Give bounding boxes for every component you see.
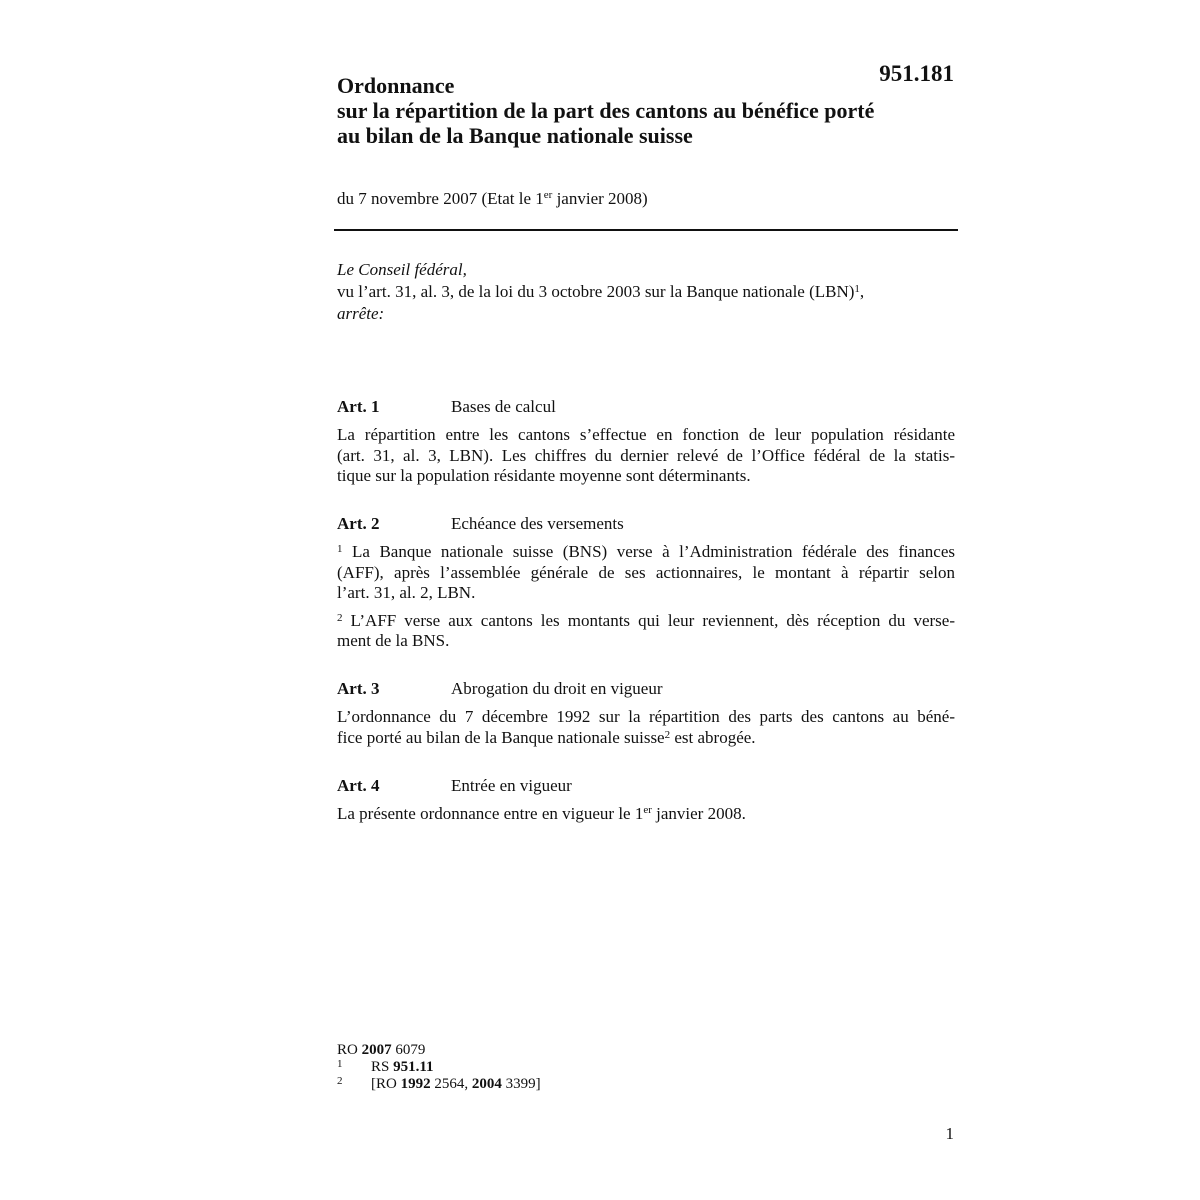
footnote-ref-link[interactable]: 1 [854,283,860,295]
article-number: Art. 2 [337,514,380,533]
title-line: sur la répartition de la part des cantons au bénéfice porté [337,98,875,123]
article-paragraph [337,542,955,604]
footnote-1: 1 RS 951.11 [337,1058,434,1075]
text-line-end: est abrogée. [670,727,756,747]
text-line [337,611,955,632]
text-line: (AFF), après l’assemblée générale de ses actionnaires, le montant à répartir selon [337,562,955,582]
footnote-text: RS [371,1059,394,1075]
sr-number: 951.181 [879,61,954,86]
article-heading [337,513,955,535]
article-number: Art. 3 [337,679,380,698]
article-heading [337,396,955,418]
paragraph-number: 1 [337,543,343,555]
footnote-bold: 951.11 [393,1059,434,1075]
article-paragraph [337,804,955,825]
article-3 [337,678,955,748]
footnote-bold: 1992 [400,1076,431,1092]
legal-basis-text: vu l’art. 31, al. 3, de la loi du 3 octobre 2003 sur la Banque nationale (LBN) [337,282,855,301]
text-line-pre: La présente ordonnance entre en vigueur le 1 [337,804,644,823]
article-title: Abrogation du droit en vigueur [451,679,663,698]
text-line: l’art. 31, al. 2, LBN. [337,583,476,602]
ro-reference [337,1042,957,1059]
footnote-ref-link[interactable]: 2 [664,728,671,741]
footnote-text: [RO [371,1076,401,1092]
article-number: Art. 1 [337,397,380,416]
article-paragraph [337,707,955,748]
article-heading [337,678,955,700]
article-4 [337,775,955,825]
text-line: ment de la BNS. [337,631,450,650]
legal-basis [337,281,957,303]
preamble [337,259,957,325]
footnote-text: 3399] [501,1076,541,1092]
footnote-text: 2564, [430,1076,472,1092]
date-superscript: er [543,189,553,201]
text-line-content: La Banque nationale suisse (BNS) verse à l’Administration fédérale des finances [342,542,955,561]
article-number: Art. 4 [337,776,380,795]
article-title: Bases de calcul [451,397,556,416]
article-title: Echéance des versements [451,514,624,533]
text-line: tique sur la population résidante moyenne sont déterminants. [337,466,751,485]
article-2 [337,513,955,652]
ro-prefix: RO [337,1042,362,1058]
ro-page: 6079 [391,1042,426,1058]
text-line-post: janvier 2008. [651,804,746,823]
article-heading [337,775,955,797]
article-paragraph [337,611,955,652]
text-line-content: fice porté au bilan de la Banque nationale suisse [337,727,665,747]
decree: arrête: [337,304,385,323]
footnotes [337,1042,957,1093]
text-line [337,804,955,825]
date-line [337,188,648,210]
ordinal-superscript: er [643,804,652,816]
title-line: Ordonnance [337,73,455,98]
article-1 [337,396,955,487]
text-line [337,542,955,563]
legal-basis-end: , [859,282,865,301]
text-line [337,728,955,749]
footnote-2: 2 [RO 1992 2564, 2004 3399] [337,1075,541,1092]
text-line: La répartition entre les cantons s’effectue en fonction de leur population résidante [337,425,955,444]
paragraph-number: 2 [337,611,343,624]
ro-year: 2007 [361,1042,392,1058]
text-line: L’ordonnance du 7 décembre 1992 sur la répartition des parts des cantons au béné- [337,707,955,726]
title-line: au bilan de la Banque nationale suisse [337,123,693,148]
footnote-bold: 2004 [471,1076,502,1092]
text-line: (art. 31, al. 3, LBN). Les chiffres du dernier relevé de l’Office fédéral de la statis- [337,445,955,465]
article-title: Entrée en vigueur [451,776,572,795]
authority: Le Conseil fédéral, [337,260,467,279]
text-line-content: L’AFF verse aux cantons les montants qui leur reviennent, dès réception du verse- [342,610,955,630]
date-prefix: du 7 novembre 2007 (Etat le 1 [337,189,544,208]
date-suffix: janvier 2008) [552,189,648,208]
page-number: 1 [945,1124,954,1143]
ordinance-title [337,73,957,148]
header-rule [334,229,958,231]
article-paragraph [337,425,955,487]
